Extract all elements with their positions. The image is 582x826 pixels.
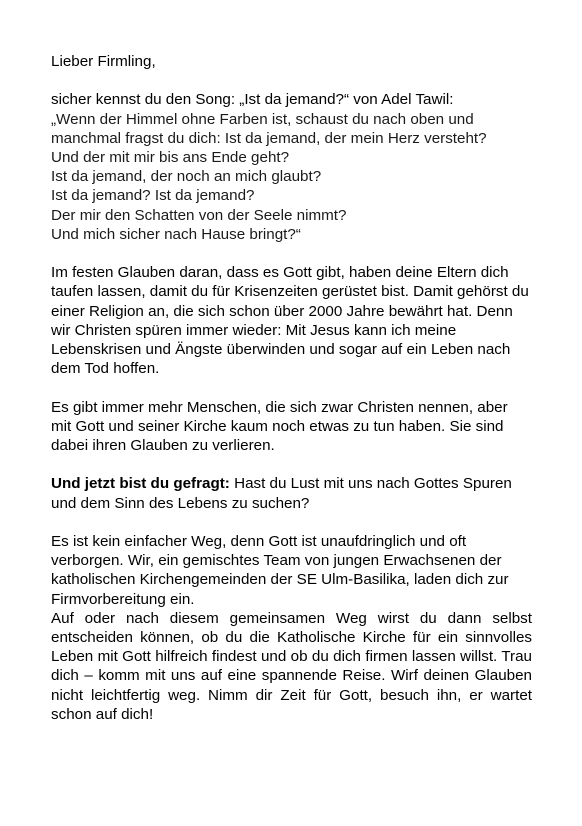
lyrics-line: Ist da jemand? Ist da jemand?: [51, 187, 255, 205]
paragraph-people: Es gibt immer mehr Menschen, die sich zwar Christen nennen, aber mit Gott und seiner Kirche kaum noch etwas zu tun haben. Sie sind dabei ihren Glauben zu verlieren.: [51, 398, 508, 455]
letter-greeting: Lieber Firmling,: [51, 53, 156, 70]
lyrics-line: Und der mit mir bis ans Ende geht?: [51, 149, 290, 166]
paragraph-question: [51, 474, 532, 512]
lyrics-line: Ist da jemand, der noch an mich glaubt?: [51, 168, 322, 186]
paragraph-decide: Auf oder nach diesem gemeinsamen Weg wirst du dann selbst entscheiden können, ob du die Katholische Kirche für ein sinnvolles Leben mit Gott hilfreich findest und ob du dich firmen lassen willst. Trau dich – komm mit uns auf eine spannende Reise. Wirf deinen Glauben nicht leichtfertig weg. Nimm dir Zeit für Gott, besuch ihn, er wartet schon auf dich!: [51, 609, 532, 723]
lyrics-line: Und mich sicher nach Hause bringt?“: [51, 225, 301, 243]
paragraph-faith: Im festen Glauben daran, dass es Gott gibt, haben deine Eltern dich taufen lassen, damit du für Krisenzeiten gerüstet bist. Damit gehörst du einer Religion an, die sich schon über 2000 Jahre bewährt hat. Denn wir Christen spüren immer wieder: Mit Jesus kann ich meine Lebenskrisen und Ängste überwinden und sogar auf ein Leben nach dem Tod hoffen.: [51, 264, 529, 378]
question-text: Hast du Lust mit uns nach Gottes Spuren und dem Sinn des Lebens zu suchen?: [51, 475, 512, 512]
lyrics-line: Der mir den Schatten von der Seele nimmt?: [51, 206, 347, 224]
lyrics-line: „Wenn der Himmel ohne Farben ist, schaust du nach oben und: [51, 110, 474, 128]
question-heading: Und jetzt bist du gefragt:: [51, 475, 230, 493]
song-lyrics: [51, 110, 532, 244]
letter-page: [51, 52, 532, 724]
lyrics-line: manchmal fragst du dich: Ist da jemand, der mein Herz versteht?: [51, 129, 487, 147]
paragraph-way: Es ist kein einfacher Weg, denn Gott ist unaufdringlich und oft verborgen. Wir, ein gemischtes Team von jungen Erwachsenen der katholischen Kirchengemeinden der SE Ulm-Basilika, laden dich zur Firmvorbereitung ein.: [51, 533, 509, 608]
song-intro: sicher kennst du den Song: „Ist da jemand?“ von Adel Tawil:: [51, 91, 454, 109]
